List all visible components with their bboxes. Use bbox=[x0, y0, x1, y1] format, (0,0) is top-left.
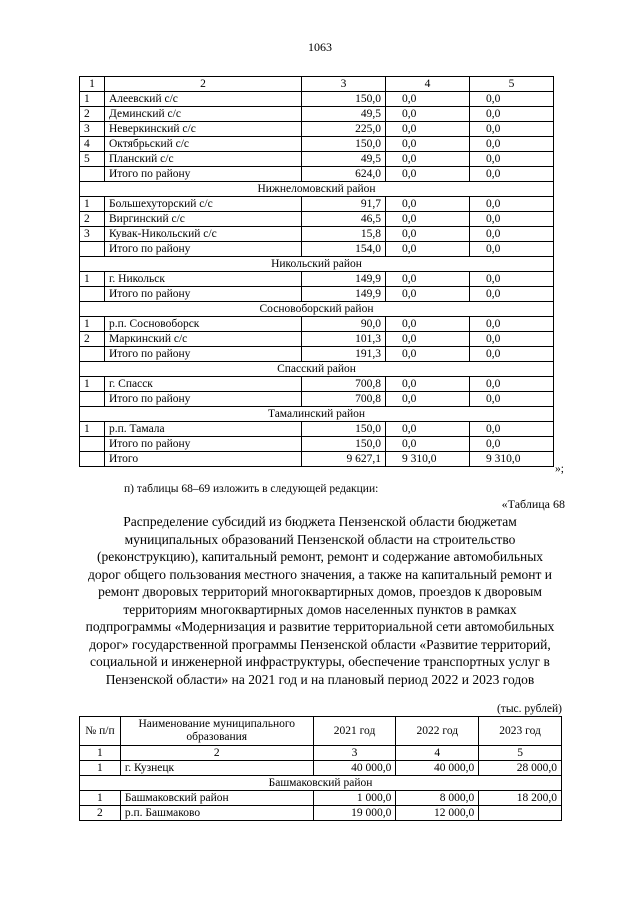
header-2023: 2023 год bbox=[479, 717, 562, 746]
value-2023: 0,0 bbox=[470, 422, 554, 437]
value-2023: 0,0 bbox=[470, 122, 554, 137]
value-2021: 90,0 bbox=[302, 317, 386, 332]
row-number: 3 bbox=[80, 227, 105, 242]
table-row bbox=[80, 332, 554, 347]
value-2022: 0,0 bbox=[386, 107, 470, 122]
header-2022: 2022 год bbox=[396, 717, 479, 746]
row-number bbox=[80, 392, 105, 407]
value-2021: 700,8 bbox=[302, 377, 386, 392]
municipality-name: Кувак-Никольский с/с bbox=[105, 227, 302, 242]
table-row bbox=[80, 791, 562, 806]
value-2023: 9 310,0 bbox=[470, 452, 554, 467]
column-number-cell: 5 bbox=[470, 77, 554, 92]
column-number-cell: 2 bbox=[105, 77, 302, 92]
row-number: 1 bbox=[80, 197, 105, 212]
value-2023: 0,0 bbox=[470, 242, 554, 257]
row-number bbox=[80, 437, 105, 452]
municipality-name: Октябрьский с/с bbox=[105, 137, 302, 152]
municipality-name: Башмаковский район bbox=[120, 791, 313, 806]
value-2021: 700,8 bbox=[302, 392, 386, 407]
value-2023: 0,0 bbox=[470, 197, 554, 212]
value-2023: 0,0 bbox=[470, 167, 554, 182]
table-header-row bbox=[80, 77, 554, 92]
municipality-name: Виргинский с/с bbox=[105, 212, 302, 227]
table-row bbox=[80, 137, 554, 152]
table-row bbox=[80, 437, 554, 452]
row-number: 1 bbox=[80, 317, 105, 332]
table-reference: «Таблица 68 bbox=[501, 497, 565, 511]
value-2021: 15,8 bbox=[302, 227, 386, 242]
table-heading: Распределение субсидий из бюджета Пензенской области бюджетам муниципальных образований Пензенской области на строительство (реконструкцию), капитальный ремонт, ремонт и содержание автомобильных дорог общего пользования местного значения, а также на капитальный ремонт и ремонт дворовых территорий многоквартирных домов, проездов к дворовым территориям многоквартирных домов населенных пунктов в рамках подпрограммы «Модернизация и развитие территориальной сети автомобильных дорог» государственной программы Пензенской области «Развитие территорий, социальной и инженерной инфраструктуры, обеспечение транспортных услуг в Пензенской области» на 2021 год и на плановый период 2022 и 2023 годов bbox=[85, 514, 555, 687]
value-2021: 49,5 bbox=[302, 107, 386, 122]
value-2021: 150,0 bbox=[302, 137, 386, 152]
column-number-cell: 1 bbox=[80, 77, 105, 92]
section-title: Сосновоборский район bbox=[80, 302, 554, 317]
value-2021: 1 000,0 bbox=[313, 791, 396, 806]
value-2022: 40 000,0 bbox=[396, 761, 479, 776]
table-row bbox=[80, 107, 554, 122]
table-row bbox=[80, 212, 554, 227]
value-2023: 0,0 bbox=[470, 107, 554, 122]
section-title: Башмаковский район bbox=[80, 776, 562, 791]
section-row bbox=[80, 407, 554, 422]
municipality-name: Итого по району bbox=[105, 167, 302, 182]
value-2023: 0,0 bbox=[470, 92, 554, 107]
subsidy-table-68 bbox=[79, 716, 562, 821]
municipality-name: Большехуторский с/с bbox=[105, 197, 302, 212]
value-2022: 0,0 bbox=[386, 227, 470, 242]
row-number: 2 bbox=[80, 107, 105, 122]
municipality-name: г. Кузнецк bbox=[120, 761, 313, 776]
value-2021: 225,0 bbox=[302, 122, 386, 137]
value-2022: 0,0 bbox=[386, 287, 470, 302]
subsidy-table-continuation bbox=[79, 76, 554, 467]
municipality-name: г. Никольск bbox=[105, 272, 302, 287]
row-number: 2 bbox=[80, 806, 121, 821]
value-2023: 0,0 bbox=[470, 272, 554, 287]
table-row bbox=[80, 227, 554, 242]
value-2023: 0,0 bbox=[470, 317, 554, 332]
column-numbering-row bbox=[80, 746, 562, 761]
table-closing-quote: »; bbox=[555, 463, 564, 475]
row-number: 2 bbox=[80, 212, 105, 227]
value-2023: 0,0 bbox=[470, 437, 554, 452]
municipality-name: г. Спасск bbox=[105, 377, 302, 392]
municipality-name: Итого bbox=[105, 452, 302, 467]
section-title: Никольский район bbox=[80, 257, 554, 272]
section-title: Тамалинский район bbox=[80, 407, 554, 422]
municipality-name: Итого по району bbox=[105, 392, 302, 407]
section-title: Спасский район bbox=[80, 362, 554, 377]
section-row bbox=[80, 182, 554, 197]
value-2022: 0,0 bbox=[386, 392, 470, 407]
table-row bbox=[80, 422, 554, 437]
table-row bbox=[80, 122, 554, 137]
section-row bbox=[80, 257, 554, 272]
row-number bbox=[80, 167, 105, 182]
table-row bbox=[80, 197, 554, 212]
value-2022: 8 000,0 bbox=[396, 791, 479, 806]
header-2021: 2021 год bbox=[313, 717, 396, 746]
value-2023 bbox=[479, 806, 562, 821]
value-2021: 46,5 bbox=[302, 212, 386, 227]
section-row bbox=[80, 362, 554, 377]
value-2023: 0,0 bbox=[470, 227, 554, 242]
column-number-cell: 1 bbox=[80, 746, 121, 761]
municipality-name: р.п. Сосновоборск bbox=[105, 317, 302, 332]
value-2023: 0,0 bbox=[470, 377, 554, 392]
value-2021: 150,0 bbox=[302, 422, 386, 437]
value-2022: 9 310,0 bbox=[386, 452, 470, 467]
table-header-row bbox=[80, 717, 562, 746]
value-2023: 0,0 bbox=[470, 332, 554, 347]
amendment-note: п) таблицы 68–69 изложить в следующей редакции: bbox=[124, 483, 379, 495]
value-2023: 0,0 bbox=[470, 152, 554, 167]
value-2021: 149,9 bbox=[302, 287, 386, 302]
value-2021: 101,3 bbox=[302, 332, 386, 347]
value-2023: 0,0 bbox=[470, 212, 554, 227]
table-row bbox=[80, 272, 554, 287]
table-row bbox=[80, 92, 554, 107]
row-number bbox=[80, 287, 105, 302]
municipality-name: Деминский с/с bbox=[105, 107, 302, 122]
value-2022: 0,0 bbox=[386, 152, 470, 167]
value-2022: 0,0 bbox=[386, 332, 470, 347]
header-name: Наименование муниципального образования bbox=[120, 717, 313, 746]
municipality-name: р.п. Тамала bbox=[105, 422, 302, 437]
table-row bbox=[80, 287, 554, 302]
table-row bbox=[80, 452, 554, 467]
value-2022: 0,0 bbox=[386, 272, 470, 287]
municipality-name: Неверкинский с/с bbox=[105, 122, 302, 137]
row-number: 4 bbox=[80, 137, 105, 152]
value-2022: 0,0 bbox=[386, 92, 470, 107]
value-2021: 154,0 bbox=[302, 242, 386, 257]
row-number bbox=[80, 347, 105, 362]
section-row bbox=[80, 776, 562, 791]
column-number-cell: 4 bbox=[386, 77, 470, 92]
table-row bbox=[80, 242, 554, 257]
row-number: 1 bbox=[80, 272, 105, 287]
column-number-cell: 2 bbox=[120, 746, 313, 761]
value-2021: 91,7 bbox=[302, 197, 386, 212]
row-number bbox=[80, 242, 105, 257]
value-2022: 0,0 bbox=[386, 212, 470, 227]
value-2023: 28 000,0 bbox=[479, 761, 562, 776]
value-2023: 0,0 bbox=[470, 137, 554, 152]
row-number: 2 bbox=[80, 332, 105, 347]
value-2023: 0,0 bbox=[470, 392, 554, 407]
value-2023: 18 200,0 bbox=[479, 791, 562, 806]
value-2022: 0,0 bbox=[386, 317, 470, 332]
units-label: (тыс. рублей) bbox=[496, 703, 562, 715]
table-row bbox=[80, 377, 554, 392]
value-2021: 19 000,0 bbox=[313, 806, 396, 821]
row-number: 1 bbox=[80, 791, 121, 806]
row-number: 1 bbox=[80, 92, 105, 107]
municipality-name: Итого по району bbox=[105, 287, 302, 302]
section-row bbox=[80, 302, 554, 317]
value-2021: 9 627,1 bbox=[302, 452, 386, 467]
value-2021: 149,9 bbox=[302, 272, 386, 287]
value-2022: 12 000,0 bbox=[396, 806, 479, 821]
row-number: 1 bbox=[80, 422, 105, 437]
column-number-cell: 3 bbox=[302, 77, 386, 92]
municipality-name: Итого по району bbox=[105, 437, 302, 452]
row-number bbox=[80, 452, 105, 467]
value-2023: 0,0 bbox=[470, 347, 554, 362]
value-2021: 40 000,0 bbox=[313, 761, 396, 776]
value-2022: 0,0 bbox=[386, 422, 470, 437]
row-number: 1 bbox=[80, 761, 121, 776]
value-2022: 0,0 bbox=[386, 137, 470, 152]
value-2022: 0,0 bbox=[386, 167, 470, 182]
municipality-name: Маркинский с/с bbox=[105, 332, 302, 347]
table-row bbox=[80, 392, 554, 407]
row-number: 3 bbox=[80, 122, 105, 137]
column-number-cell: 4 bbox=[396, 746, 479, 761]
table-row bbox=[80, 347, 554, 362]
row-number: 5 bbox=[80, 152, 105, 167]
value-2021: 191,3 bbox=[302, 347, 386, 362]
header-number: № п/п bbox=[80, 717, 121, 746]
municipality-name: Алеевский с/с bbox=[105, 92, 302, 107]
value-2021: 49,5 bbox=[302, 152, 386, 167]
value-2022: 0,0 bbox=[386, 377, 470, 392]
value-2021: 150,0 bbox=[302, 92, 386, 107]
value-2022: 0,0 bbox=[386, 242, 470, 257]
table-row bbox=[80, 761, 562, 776]
municipality-name: Итого по району bbox=[105, 242, 302, 257]
value-2022: 0,0 bbox=[386, 122, 470, 137]
section-title: Нижнеломовский район bbox=[80, 182, 554, 197]
page-number: 1063 bbox=[308, 40, 332, 54]
column-number-cell: 3 bbox=[313, 746, 396, 761]
value-2022: 0,0 bbox=[386, 437, 470, 452]
row-number: 1 bbox=[80, 377, 105, 392]
column-number-cell: 5 bbox=[479, 746, 562, 761]
municipality-name: Итого по району bbox=[105, 347, 302, 362]
value-2022: 0,0 bbox=[386, 347, 470, 362]
value-2021: 150,0 bbox=[302, 437, 386, 452]
municipality-name: Планский с/с bbox=[105, 152, 302, 167]
municipality-name: р.п. Башмаково bbox=[120, 806, 313, 821]
table-row bbox=[80, 167, 554, 182]
table-row bbox=[80, 317, 554, 332]
table-row bbox=[80, 806, 562, 821]
value-2023: 0,0 bbox=[470, 287, 554, 302]
value-2021: 624,0 bbox=[302, 167, 386, 182]
table-row bbox=[80, 152, 554, 167]
value-2022: 0,0 bbox=[386, 197, 470, 212]
